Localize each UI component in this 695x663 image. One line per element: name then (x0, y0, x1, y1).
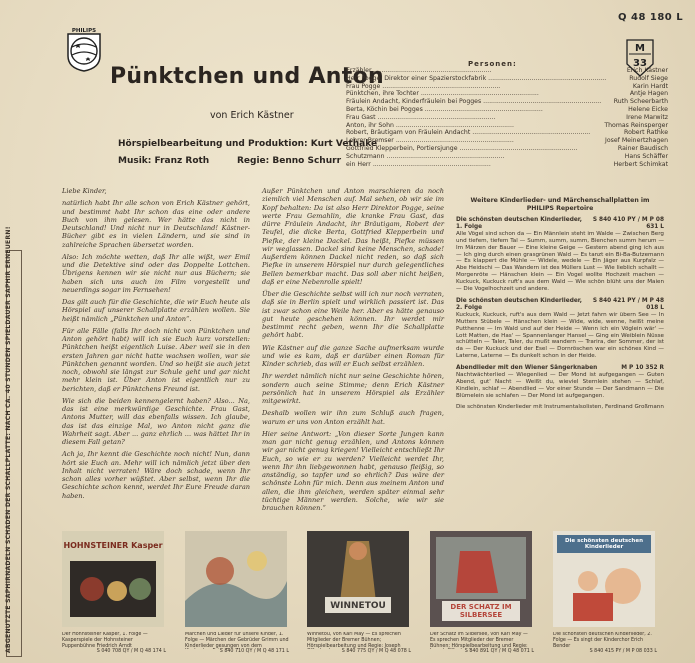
catalog-number: Q 48 180 L (618, 12, 684, 23)
record-cover-thumbnail (62, 531, 164, 627)
letter-paragraph: Deshalb wollen wir ihn zum Schluß auch fragen, warum er uns von Anton erzählt hat. (262, 409, 444, 426)
cast-role: Schutzmann ............................................................ (346, 152, 505, 160)
record-number: S 840 410 PY / M P 08 631 L (592, 217, 664, 230)
record-heading (456, 365, 664, 372)
side-warning-text: ABGENUTZTE SAPHIRNADELN SCHADEN DER SCHALLPLATTE: NACH CA. 40 STUNDEN SPIELDAUER SAPHIR ERNEUERN! (5, 226, 12, 653)
philips-logo (66, 26, 102, 72)
record-number: M P 10 352 R (621, 365, 664, 372)
cast-row (346, 145, 668, 153)
cast-role: Robert, Bräutigam von Fräulein Andacht ............................................................ (346, 129, 591, 137)
record-cover-thumbnail (553, 531, 655, 627)
cast-row (346, 98, 668, 106)
cast-row (346, 153, 668, 161)
record-heading (456, 298, 664, 312)
thumbnail-label: Die schönsten deutschen Kinderlieder (564, 538, 643, 550)
more-records-footer: Die schönsten Kinderlieder mit Instrumentalsolisten, Ferdinand Großmann (456, 403, 664, 410)
record-cover-thumbnail (430, 531, 532, 627)
cast-actor: Robert Rathke (624, 129, 668, 137)
letter-paragraph: Wie Kästner auf die ganze Sache aufmerksam wurde und wie es kam, daß er darüber einen Roman für Kinder schrieb, das will er Euch selbst erzählen. (262, 343, 444, 368)
cast-role: Lehrer Bremser ............................................................ (346, 137, 514, 145)
cast-role: Frau Gast ............................................................ (346, 113, 496, 121)
thumbnail-label: DER SCHATZ IM SILBERSEE (450, 603, 512, 619)
cast-role: ein Herr ............................................................ (346, 160, 491, 168)
record-title: Abendlieder mit den Wiener Sängerknaben (456, 365, 598, 372)
cast-row (346, 137, 668, 145)
cast-actor: Rudolf Siege (629, 74, 668, 82)
caption-text: Märchen und Lieder für unsere Kinder, 1. Folge — Märchen der Gebrüder Grimm und Kinderlieder gesungen von dem (185, 632, 289, 649)
speed-label: M (635, 43, 645, 54)
cast-role: Anton, ihr Sohn ............................................................ (346, 121, 514, 129)
record-cover-thumbnail (185, 531, 287, 627)
letter-paragraph: Das gilt auch für die Geschichte, die wir Euch heute als Hörspiel auf unserer Schallplatte erzählen wollen. Sie heißt nämlich „Pünktchen und Anton“. (62, 298, 250, 323)
caption-number: S 840 775 QY / M Q 48 078 L (341, 649, 411, 654)
more-records-panel (456, 197, 664, 411)
letter-paragraph: Hier seine Antwort: „Von dieser Sorte Jungen kann man gar nicht genug erzählen, und Antons können wir gar nicht genug kriegen! Vielleicht entschließt Ihr Euch, so wie er zu werden? Vielleicht werdet Ihr, wenn Ihr ihn liebgewonnen habt, genauso fleißig, so anständig, so tapfer und so ehrlich? Das wäre der schönste Lohn für mich. Denn aus meinem Anton und allen, die ihm gleichen, werden später einmal sehr tüchtige Männer werden. Solche, wie wir sie brauchen können.“ (262, 429, 444, 512)
caption-number: S 040 708 QY / M Q 48 174 L (96, 649, 166, 654)
letter-paragraph: Außer Pünktchen und Anton marschieren da noch ziemlich viel Menschen auf. Mal sehen, ob wir sie im Kopf behalten: Da ist also Herr Direktor Pogge, seine werte Frau Gemahlin, die kranke Frau Gast, das dürre Fräulein Andacht, ihr Bräutigam, Robert der Teufel, die dicke Berta, Gottfried Klepperbein und Piefke, der kleine Dackel. Das heißt, Piefke müssen wir weglassen. Dackel sind keine Menschen, schade! Außerdem können Dackel nicht reden, so daß sich Piefke in unserem Hörspiel nur durch gelegentliches Bellen bemerkbar macht. Das soll aber nicht heißen, daß er eine Nebenrolle spielt! (262, 187, 444, 286)
thumbnail-caption (553, 632, 657, 655)
cast-actor: Erich Kästner (626, 67, 668, 74)
caption-number: S 840 415 PY / M P 08 033 L (589, 649, 657, 654)
record-description: Alle Vögel sind schon da — Ein Männlein steht im Walde — Zwischen Berg und tiefem, tiefem Tal — Summ, summ, summ, Bienchen summ herum — Im Märzen der Bauer — Eine kleine Geige — Gestern abend ging ich aus — Ich ging durch einen grasgrünen Wald — Es tanzt ein Bi-Ba-Butzemann — Es klappert die Mühle — Widele, wedele — Ein Jäger aus Kurpfalz — Abe Heidschi — Das Wandern ist des Müllers Lust — Wie lieblich schallt — Morgenröte — Hänschen klein — Ein Vogel wollte Hochzeit machen — Kuckuck, Kuckuck ruft's aus dem Wald — Wie schön blüht uns der Maien — Die Vogelhochzeit und andere. (456, 230, 664, 293)
thumbnail-caption (185, 632, 289, 655)
cast-role: Erzähler ............................................................ (346, 67, 492, 74)
cast-actor: Josef Meinertzhagen (605, 137, 668, 145)
cast-row (346, 83, 668, 91)
cast-actor: Irene Marwitz (626, 113, 668, 121)
cast-actor: Antje Hagen (629, 90, 668, 98)
letter-paragraph: Für alle Fälle (falls Ihr doch nicht von Pünktchen und Anton gehört habt) will ich sie Euch kurz vorstellen: Pünktchen heißt eigentlich Luise. Aber weil sie in den ersten Jahren gar nicht hatte wachsen wollen, war sie Pünktchen genannt worden. Und so heißt sie auch jetzt noch, obwohl sie längst zur Schule geht und gar nicht mehr klein ist. Über Anton ist eigentlich nur zu berichten, daß er Pünktchens Freund ist. (62, 326, 250, 393)
cast-role: Pünktchen, ihre Tochter ............................................................ (346, 90, 539, 98)
record-description: Nachtwächterlied — Wiegenlied — Der Mond ist aufgegangen — Guten Abend, gut' Nacht — Weißt du, wieviel Sternlein stehen — Schlaf, Kindlein, schlaf — Abendlied — Vor einer Stunde — Der Sandmann — Die Blümelein sie schlafen — Der Mond ist aufgegangen. (456, 372, 664, 399)
cast-role: Frau Pogge ............................................................ (346, 82, 501, 90)
cast-role: Gottfried Klepperbein, Portiersjunge ............................................................ (346, 144, 578, 152)
cast-role: Fräulein Andacht, Kinderfräulein bei Pogges ............................................................ (346, 98, 602, 106)
caption-text: Winnetou, von Karl May — Es sprechen Mitglieder der Bremer Bühnen; Hörspielbearbeitung und Regie: Joseph (307, 632, 401, 649)
record-cover-thumbnail (307, 531, 409, 627)
thumbnail-label: WINNETOU (330, 601, 386, 611)
music-credit: Musik: Franz Roth (118, 156, 210, 166)
production-credit: Hörspielbearbeitung und Produktion: Kurt Vethake (118, 139, 378, 149)
cast-actor: Ruth Scheerbarth (613, 98, 668, 106)
cast-role: Berta, Köchin bei Pogges ............................................................ (346, 105, 543, 113)
letter-paragraph: Also: Ich möchte wetten, daß Ihr alle wißt, wer Emil und die Detektive sind oder das Doppelte Lottchen. Übrigens kennen wir sie nicht nur aus Büchern; sie haben sich uns auch im Film vorgestellt und neuerdings sogar im Fernsehen! (62, 252, 250, 294)
letter-paragraph: Über die Geschichte selbst will ich nur noch verraten, daß sie in Berlin spielt und wirklich passiert ist. Das ist zwar schon eine Weile her. Aber es hätte genauso gut heute geschehen können. Ihr werdet mir bestimmt recht geben, wenn Ihr die Schallplatte gehört habt. (262, 290, 444, 340)
cast-list (346, 67, 668, 168)
letter-paragraph: Liebe Kinder, (62, 187, 107, 195)
cast-row (346, 122, 668, 130)
author: von Erich Kästner (210, 110, 294, 121)
caption-text: Der Schatz im Silbersee, von Karl May — Es sprechen Mitglieder der Bremer Bühnen; Hörspielbearbeitung und Regie: (430, 632, 528, 649)
thumbnail-caption (430, 632, 534, 655)
cast-row (346, 75, 668, 83)
record-number: S 840 421 PY / M P 48 018 L (592, 297, 664, 311)
cast-heading: Personen: (468, 60, 517, 68)
caption-text: Der Hohnsteiner Kasper, 1. Folge — Kasperspiele der Hohnsteiner Puppenbühne Friedrich Arndt (62, 632, 148, 649)
record-title: Die schönsten deutschen Kinderlieder, 1. Folge (456, 217, 582, 230)
cast-actor: Hans Schäffer (624, 152, 668, 160)
cast-role: Herr Pogge, Direktor einer Spazierstockfabrik ............................................................ (346, 74, 607, 82)
cast-row (346, 114, 668, 122)
record-title: Die schönsten deutschen Kinderlieder, 2. Folge (456, 297, 582, 311)
cast-actor: Herbert Schimkat (613, 160, 668, 168)
letter-column-1 (62, 187, 250, 504)
cast-row (346, 90, 668, 98)
cast-actor: Thomas Reinsperger (604, 121, 668, 129)
more-records-heading: Weitere Kinderlieder- und Märchenschallplatten im PHILIPS Repertoire (470, 197, 650, 212)
thumbnail-caption (307, 632, 411, 655)
caption-number: S 840 710 QY / M Q 48 171 L (219, 649, 289, 654)
caption-number: S 840 891 QY / M Q 48 071 L (464, 649, 534, 654)
cast-row (346, 106, 668, 114)
letter-paragraph: Wie sich die beiden kennengelernt haben? Also... Na, das ist eine merkwürdige Geschichte. Frau Gast, Antons Mutter, will das ebenfalls wissen. Ich glaube, das ist das einzige Mal, wo Anton nicht ganz die Wahrheit sagt. Aber ... ganz ehrlich ... was hättet Ihr in diesem Fall getan? (62, 396, 250, 446)
brand-text: PHILIPS (71, 28, 97, 34)
letter-paragraph: natürlich habt Ihr alle schon von Erich Kästner gehört, und bestimmt habt Ihr schon das eine oder andere Buch von ihm gelesen. Wer hätte das nicht in Deutschland! Und nicht nur in Deutschland! Kästner-Bücher gibt es in vielen Ländern, und sie sind in zahlreiche Sprachen übersetzt worden. (62, 199, 250, 249)
record-description: Kuckuck, Kuckuck, ruft's aus dem Wald — Jetzt fahrn wir übern See — In Mutters Stübele — Hänschen klein — Wide, wide, wenne, heißt meine Putthenne — Im Wald und auf der Heide — Wenn ich ein Vöglein wär' — Lott Matten, de Has' — Spannenlanger Hansel — Ging ein Weiblein Nüsse schütteln — Taler, Taler, du mußt wandern — Trarira, der Sommer, der ist da — Der Kuckuck und der Esel — Dornröschen war ein schönes Kind — Laterne, Laterne — Es dunkelt schon in der Heide. (456, 311, 664, 360)
direction-credit: Regie: Benno Schurr (237, 156, 342, 166)
thumbnail-caption (62, 632, 166, 655)
cast-row (346, 129, 668, 137)
cast-actor: Karin Hardt (632, 82, 668, 90)
cast-row (346, 67, 668, 75)
cast-actor: Rainer Baudisch (617, 144, 668, 152)
caption-text: Die schönsten deutschen Kinderlieder, 2. Folge — Es singt der Kinderchor Erich Bender (553, 632, 652, 649)
speed-value: 33 (633, 58, 647, 69)
letter-paragraph: Ihr werdet nämlich nicht nur seine Geschichte hören, sondern auch seine Stimme; denn Erich Kästner persönlich hat in unserem Hörspiel als Erzähler mitgewirkt. (262, 372, 444, 405)
letter-paragraph: Ach ja, Ihr kennt die Geschichte noch nicht! Nun, dann hört sie Euch an. Mehr will ich nämlich jetzt über den Inhalt nicht verraten! Wäre doch schade, wenn Ihr schon alles vorher wüßtet. Aber selbst, wenn Ihr die Geschichte schon kennt, werdet Ihr Eure Freude daran haben. (62, 450, 250, 500)
cast-row (346, 161, 668, 169)
page-title: Pünktchen und Anton (110, 64, 384, 89)
record-heading (456, 217, 664, 231)
letter-column-2 (262, 187, 444, 516)
cast-actor: Helene Eicke (628, 105, 668, 113)
thumbnail-label: HOHNSTEINER Kasper (63, 541, 163, 550)
